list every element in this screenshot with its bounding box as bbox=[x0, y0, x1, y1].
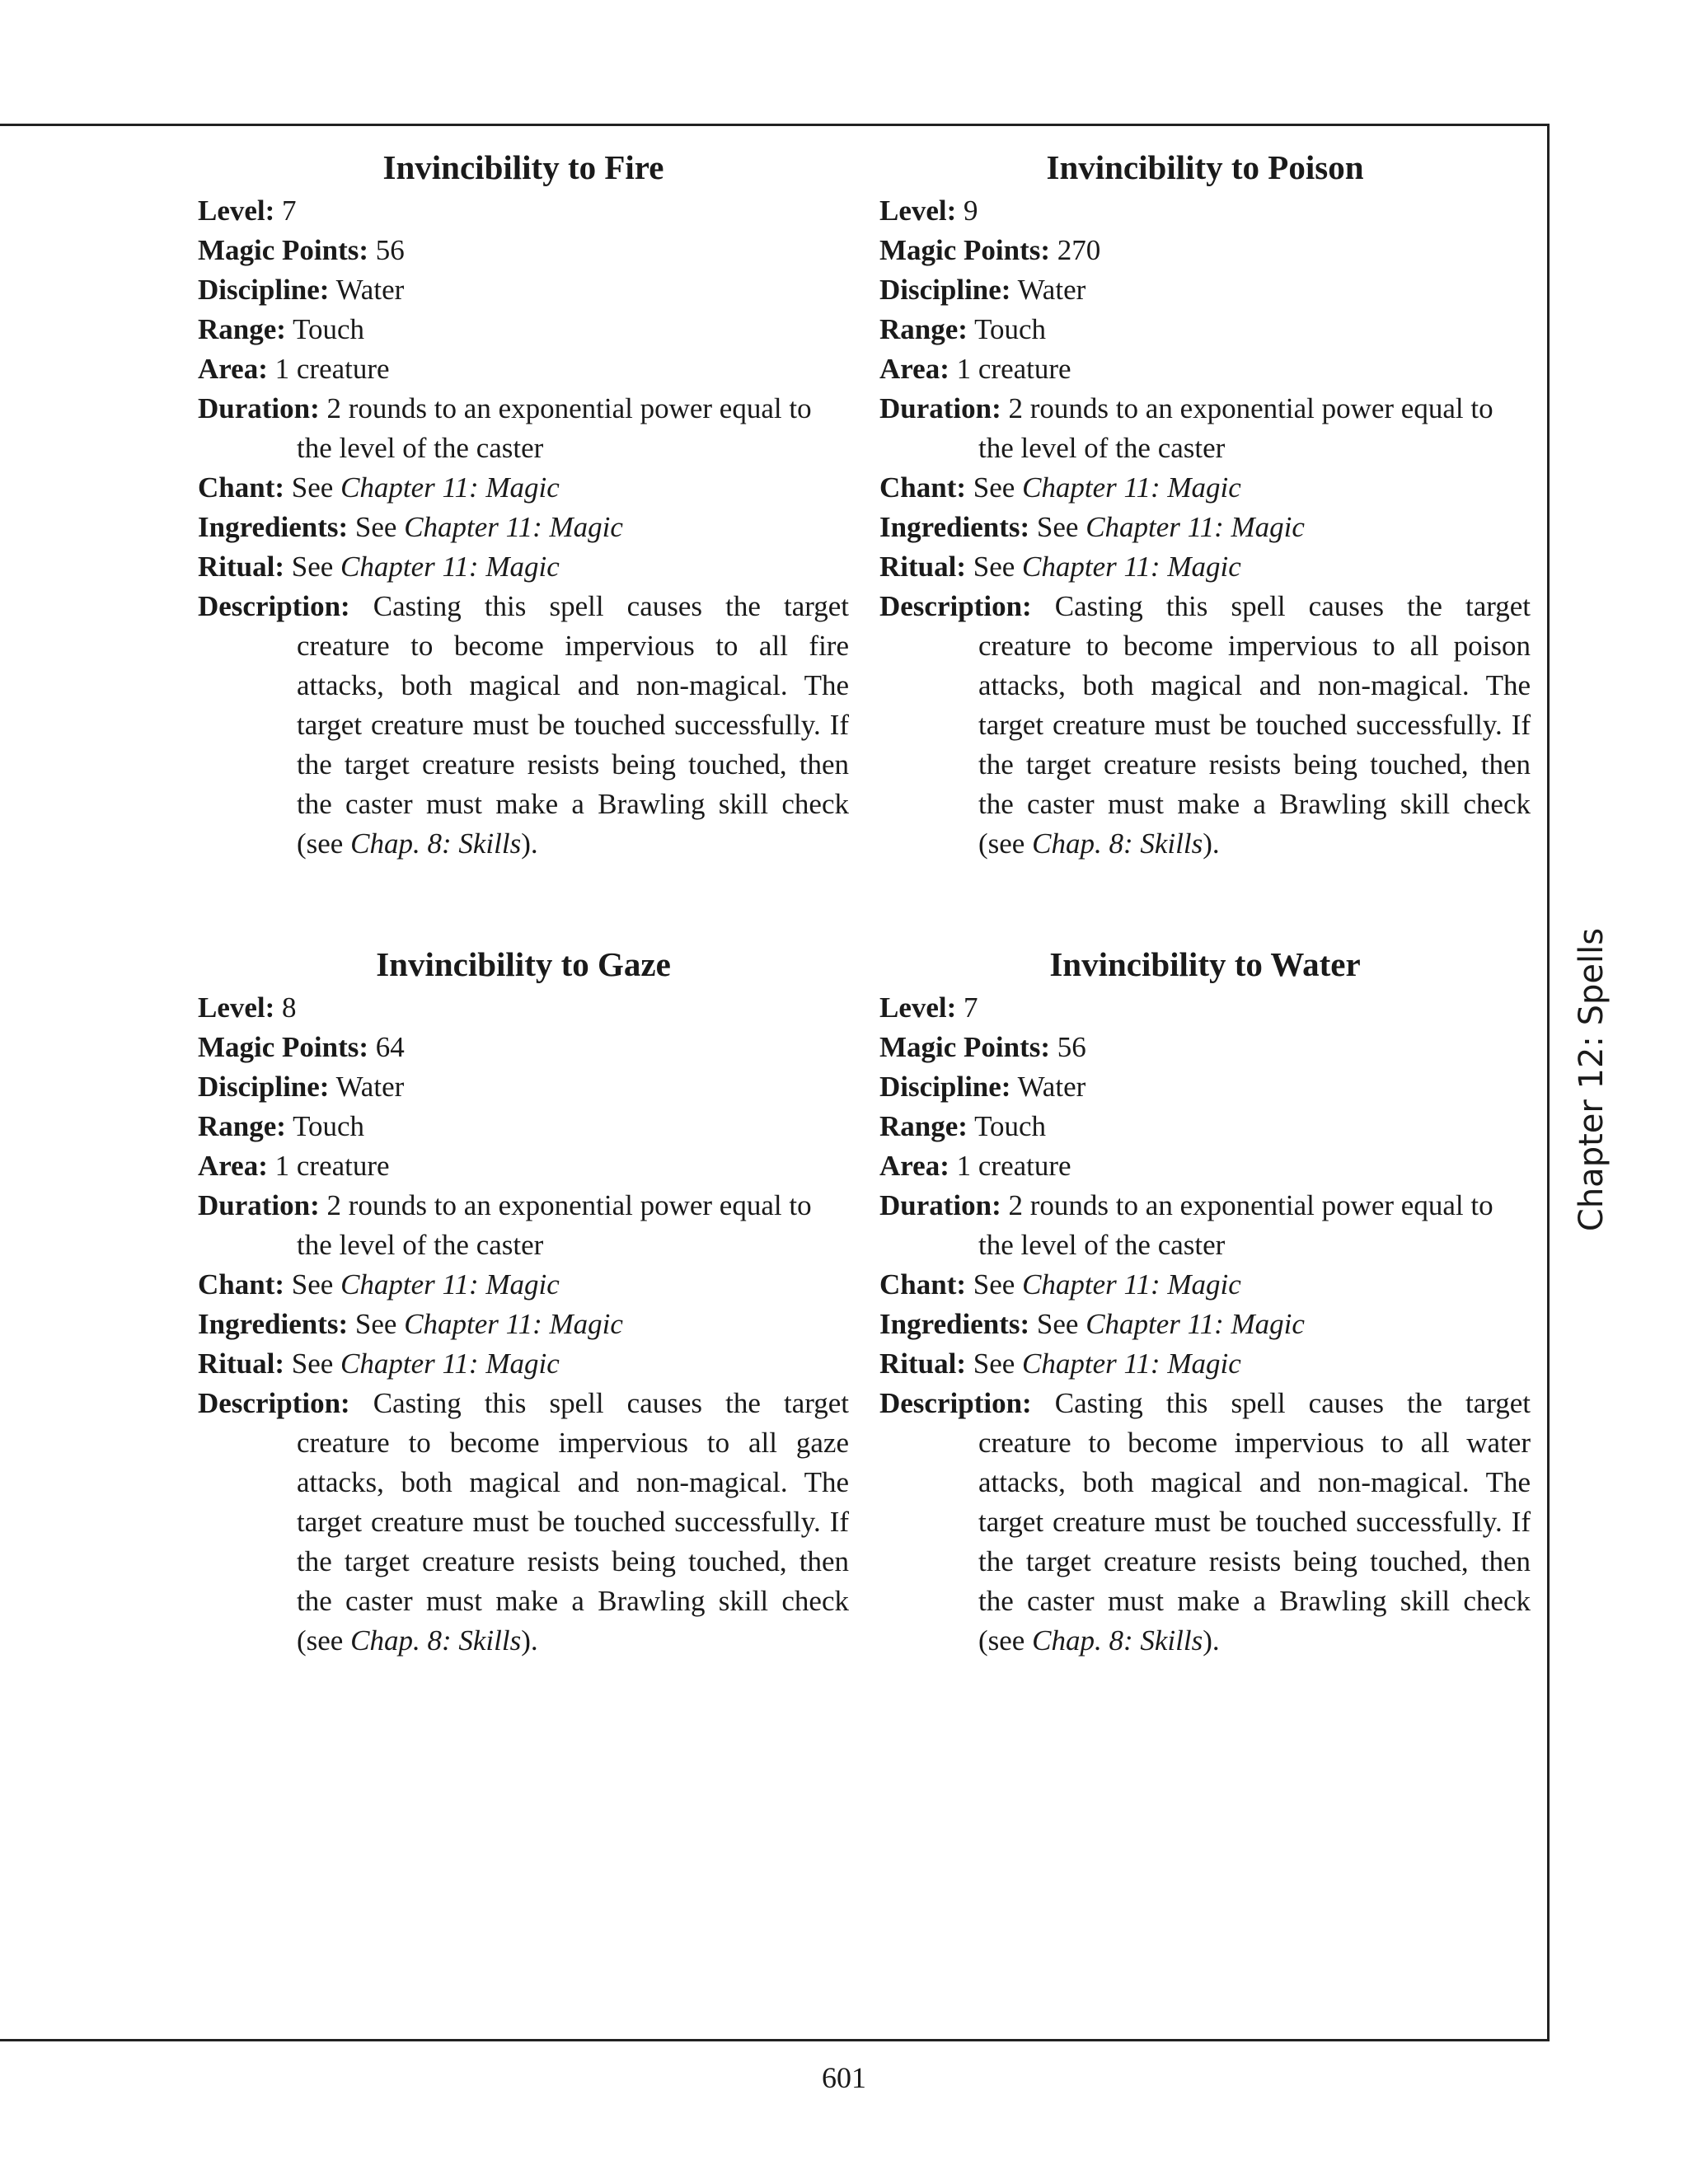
range-field: Range: Touch bbox=[198, 313, 365, 345]
page-number: 601 bbox=[822, 2061, 866, 2094]
magic-points-field: Magic Points: 56 bbox=[879, 1031, 1086, 1063]
discipline-field: Discipline: Water bbox=[198, 1071, 405, 1103]
description-field: Description: Casting this spell causes the target creature to become impervious to all fire attacks, both magical and non-magical. The target creature must be touched successfully. If the target creature resists being touched, then the caster must make a Brawling skill check (see Chap. 8: Skills). bbox=[198, 590, 850, 860]
duration-field: Duration: 2 rounds to an exponential power equal to the level of the caster bbox=[879, 1189, 1493, 1261]
magic-points-field: Magic Points: 56 bbox=[198, 234, 405, 266]
chant-field: Chant: See Chapter 11: Magic bbox=[198, 1268, 560, 1301]
magic-points-field: Magic Points: 270 bbox=[879, 234, 1101, 266]
chapter-label-text: Chapter 12: Spells bbox=[1573, 927, 1611, 1232]
level-field: Level: 9 bbox=[879, 194, 978, 227]
area-field: Area: 1 creature bbox=[879, 1150, 1071, 1182]
spell-title: Invincibility to Water bbox=[1049, 945, 1361, 983]
level-field: Level: 7 bbox=[879, 991, 978, 1024]
chapter-sidebar-label bbox=[1559, 927, 1625, 1232]
spell-block-fire bbox=[198, 143, 849, 864]
ingredients-field: Ingredients: See Chapter 11: Magic bbox=[879, 1308, 1305, 1340]
ingredients-field: Ingredients: See Chapter 11: Magic bbox=[198, 511, 623, 543]
description-field: Description: Casting this spell causes the target creature to become impervious to all poison attacks, both magical and non-magical. The target creature must be touched successfully. If the target creature resists being touched, then the caster must make a Brawling skill check (see Chap. 8: Skills). bbox=[879, 590, 1531, 860]
description-field: Description: Casting this spell causes the target creature to become impervious to all gaze attacks, both magical and non-magical. The target creature must be touched successfully. If the target creature resists being touched, then the caster must make a Brawling skill check (see Chap. 8: Skills). bbox=[198, 1387, 850, 1657]
area-field: Area: 1 creature bbox=[198, 1150, 390, 1182]
ritual-field: Ritual: See Chapter 11: Magic bbox=[198, 1347, 560, 1380]
chant-field: Chant: See Chapter 11: Magic bbox=[198, 471, 560, 504]
chant-field: Chant: See Chapter 11: Magic bbox=[879, 1268, 1241, 1301]
discipline-field: Discipline: Water bbox=[879, 1071, 1086, 1103]
duration-field: Duration: 2 rounds to an exponential power equal to the level of the caster bbox=[198, 392, 812, 464]
ingredients-field: Ingredients: See Chapter 11: Magic bbox=[879, 511, 1305, 543]
duration-field: Duration: 2 rounds to an exponential power equal to the level of the caster bbox=[879, 392, 1493, 464]
range-field: Range: Touch bbox=[879, 313, 1047, 345]
spell-block-gaze bbox=[198, 940, 849, 1661]
spell-title: Invincibility to Fire bbox=[382, 148, 664, 186]
area-field: Area: 1 creature bbox=[198, 353, 390, 385]
ritual-field: Ritual: See Chapter 11: Magic bbox=[198, 551, 560, 583]
discipline-field: Discipline: Water bbox=[879, 274, 1086, 306]
duration-field: Duration: 2 rounds to an exponential power equal to the level of the caster bbox=[198, 1189, 812, 1261]
discipline-field: Discipline: Water bbox=[198, 274, 405, 306]
spell-block-water bbox=[879, 940, 1531, 1661]
range-field: Range: Touch bbox=[879, 1110, 1047, 1142]
ritual-field: Ritual: See Chapter 11: Magic bbox=[879, 1347, 1241, 1380]
ritual-field: Ritual: See Chapter 11: Magic bbox=[879, 551, 1241, 583]
spell-title: Invincibility to Gaze bbox=[376, 945, 671, 983]
range-field: Range: Touch bbox=[198, 1110, 365, 1142]
level-field: Level: 8 bbox=[198, 991, 297, 1024]
chant-field: Chant: See Chapter 11: Magic bbox=[879, 471, 1241, 504]
spell-block-poison bbox=[879, 143, 1531, 864]
area-field: Area: 1 creature bbox=[879, 353, 1071, 385]
magic-points-field: Magic Points: 64 bbox=[198, 1031, 405, 1063]
ingredients-field: Ingredients: See Chapter 11: Magic bbox=[198, 1308, 623, 1340]
spell-title: Invincibility to Poison bbox=[1046, 148, 1364, 186]
level-field: Level: 7 bbox=[198, 194, 297, 227]
description-field: Description: Casting this spell causes the target creature to become impervious to all water attacks, both magical and non-magical. The target creature must be touched successfully. If the target creature resists being touched, then the caster must make a Brawling skill check (see Chap. 8: Skills). bbox=[879, 1387, 1531, 1657]
